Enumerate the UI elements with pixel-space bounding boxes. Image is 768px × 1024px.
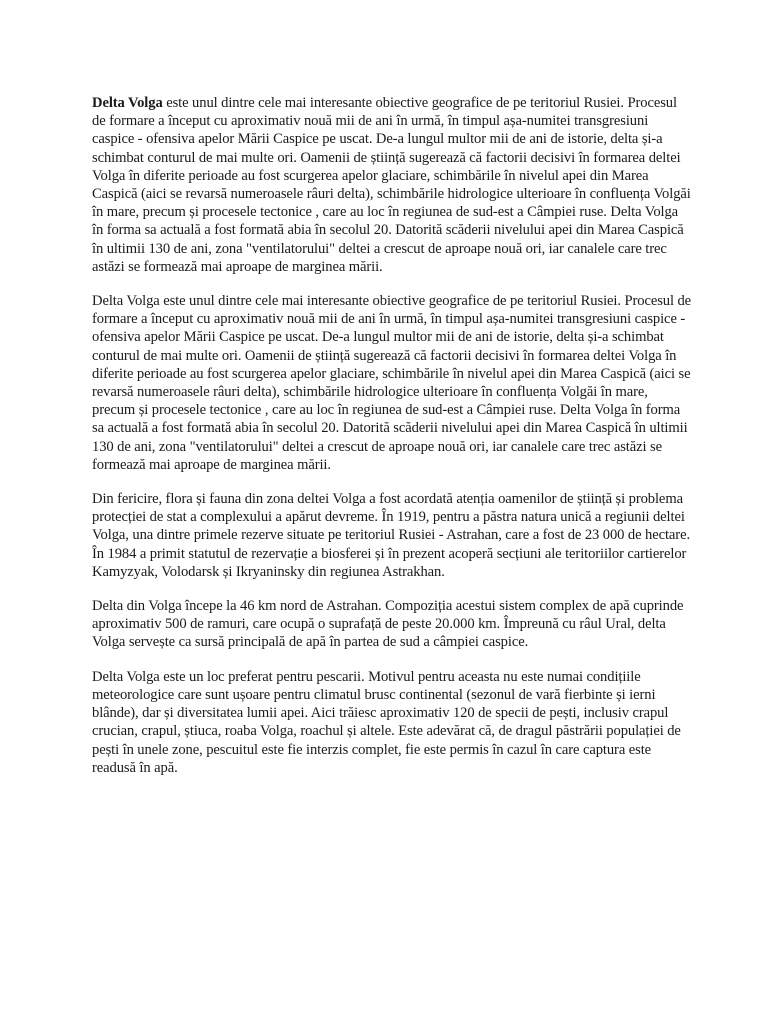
document-body bbox=[92, 86, 692, 793]
paragraph-4: Delta din Volga începe la 46 km nord de Astrahan. Compoziția acestui sistem complex de apă cuprinde aproximativ 500 de ramuri, care ocupă o suprafață de peste 20.000 km. Împreună cu râul Ural, delta Volga servește ca sursă principală de apă în partea de sud a câmpiei caspice. bbox=[92, 598, 684, 651]
paragraph-1 bbox=[92, 94, 692, 276]
paragraph-2: Delta Volga este unul dintre cele mai interesante obiective geografice de pe teritoriul Rusiei. Procesul de formare a început cu aproximativ nouă mii de ani în urmă, în timpul așa-numitei transgresiuni caspice - ofensiva apelor Mării Caspice pe uscat. De-a lungul multor mii de ani de istorie, delta și-a schimbat conturul de mai multe ori. Oamenii de știință sugerează că factorii decisivi în formarea deltei Volga în diferite perioade au fost scurgerea apelor glaciare, schimbările în nivelul apei din Marea Caspică (aici se revarsă numeroasele râuri delta), schimbările hidrologice ulterioare în confluența Volgăi în mare, precum și procesele tectonice , care au loc în regiunea de sud-est a Câmpiei ruse. Delta Volga în forma sa actuală a fost formată abia în secolul 20. Datorită scăderii nivelului apei din Marea Caspică în ultimii 130 de ani, zona "ventilatorului" deltei a crescut de aproape nouă ori, iar canalele care trec astăzi se formează mai aproape de marginea mării. bbox=[92, 293, 692, 473]
paragraph-lead-term: Delta Volga bbox=[92, 95, 163, 111]
paragraph-5: Delta Volga este un loc preferat pentru pescarii. Motivul pentru aceasta nu este numai condițiile meteorologice care sunt ușoare pentru climatul brusc continental (sezonul de vară fierbinte și ierni blânde), dar și diversitatea lumii apei. Aici trăiesc aproximativ 120 de specii de pești, inclusiv crapul crucian, crapul, știuca, roaba Volga, roachul și altele. Este adevărat că, de dragul păstrării populației de pești în unele zone, pescuitul este fie interzis complet, fie este permis în cazul în care captura este readusă în apă. bbox=[92, 668, 681, 776]
paragraph-1-text: este unul dintre cele mai interesante obiective geografice de pe teritoriul Rusiei. Procesul de formare a început cu aproximativ nouă mii de ani în urmă, în timpul așa-numitei transgresiuni caspice - ofensiva apelor Mării Caspice pe uscat. De-a lungul multor mii de ani de istorie, delta și-a schimbat conturul de mai multe ori. Oamenii de știință sugerează că factorii decisivi în formarea deltei Volga în diferite perioade au fost scurgerea apelor glaciare, schimbările în nivelul apei din Marea Caspică (aici se revarsă numeroasele râuri delta), schimbările hidrologice ulterioare în confluența Volgăi în mare, precum și procesele tectonice , care au loc în regiunea de sud-est a Câmpiei ruse. Delta Volga în forma sa actuală a fost formată abia în secolul 20. Datorită scăderii nivelului apei din Marea Caspică în ultimii 130 de ani, zona "ventilatorului" deltei a crescut de aproape nouă ori, iar canalele care trec astăzi se formează mai aproape de marginea mării. bbox=[92, 95, 691, 275]
paragraph-3: Din fericire, flora și fauna din zona deltei Volga a fost acordată atenția oamenilor de știință și problema protecției de stat a complexului a apărut devreme. În 1919, pentru a păstra natura unică a regiunii deltei Volga, una dintre primele rezerve situate pe teritoriul Rusiei - Astrahan, care a fost de 23 000 de hectare. În 1984 a primit statutul de rezervație a biosferei și în prezent acoperă secțiuni ale teritoriilor cartierelor Kamyzyak, Volodarsk și Ikryaninsky din regiunea Astrakhan. bbox=[92, 491, 690, 580]
